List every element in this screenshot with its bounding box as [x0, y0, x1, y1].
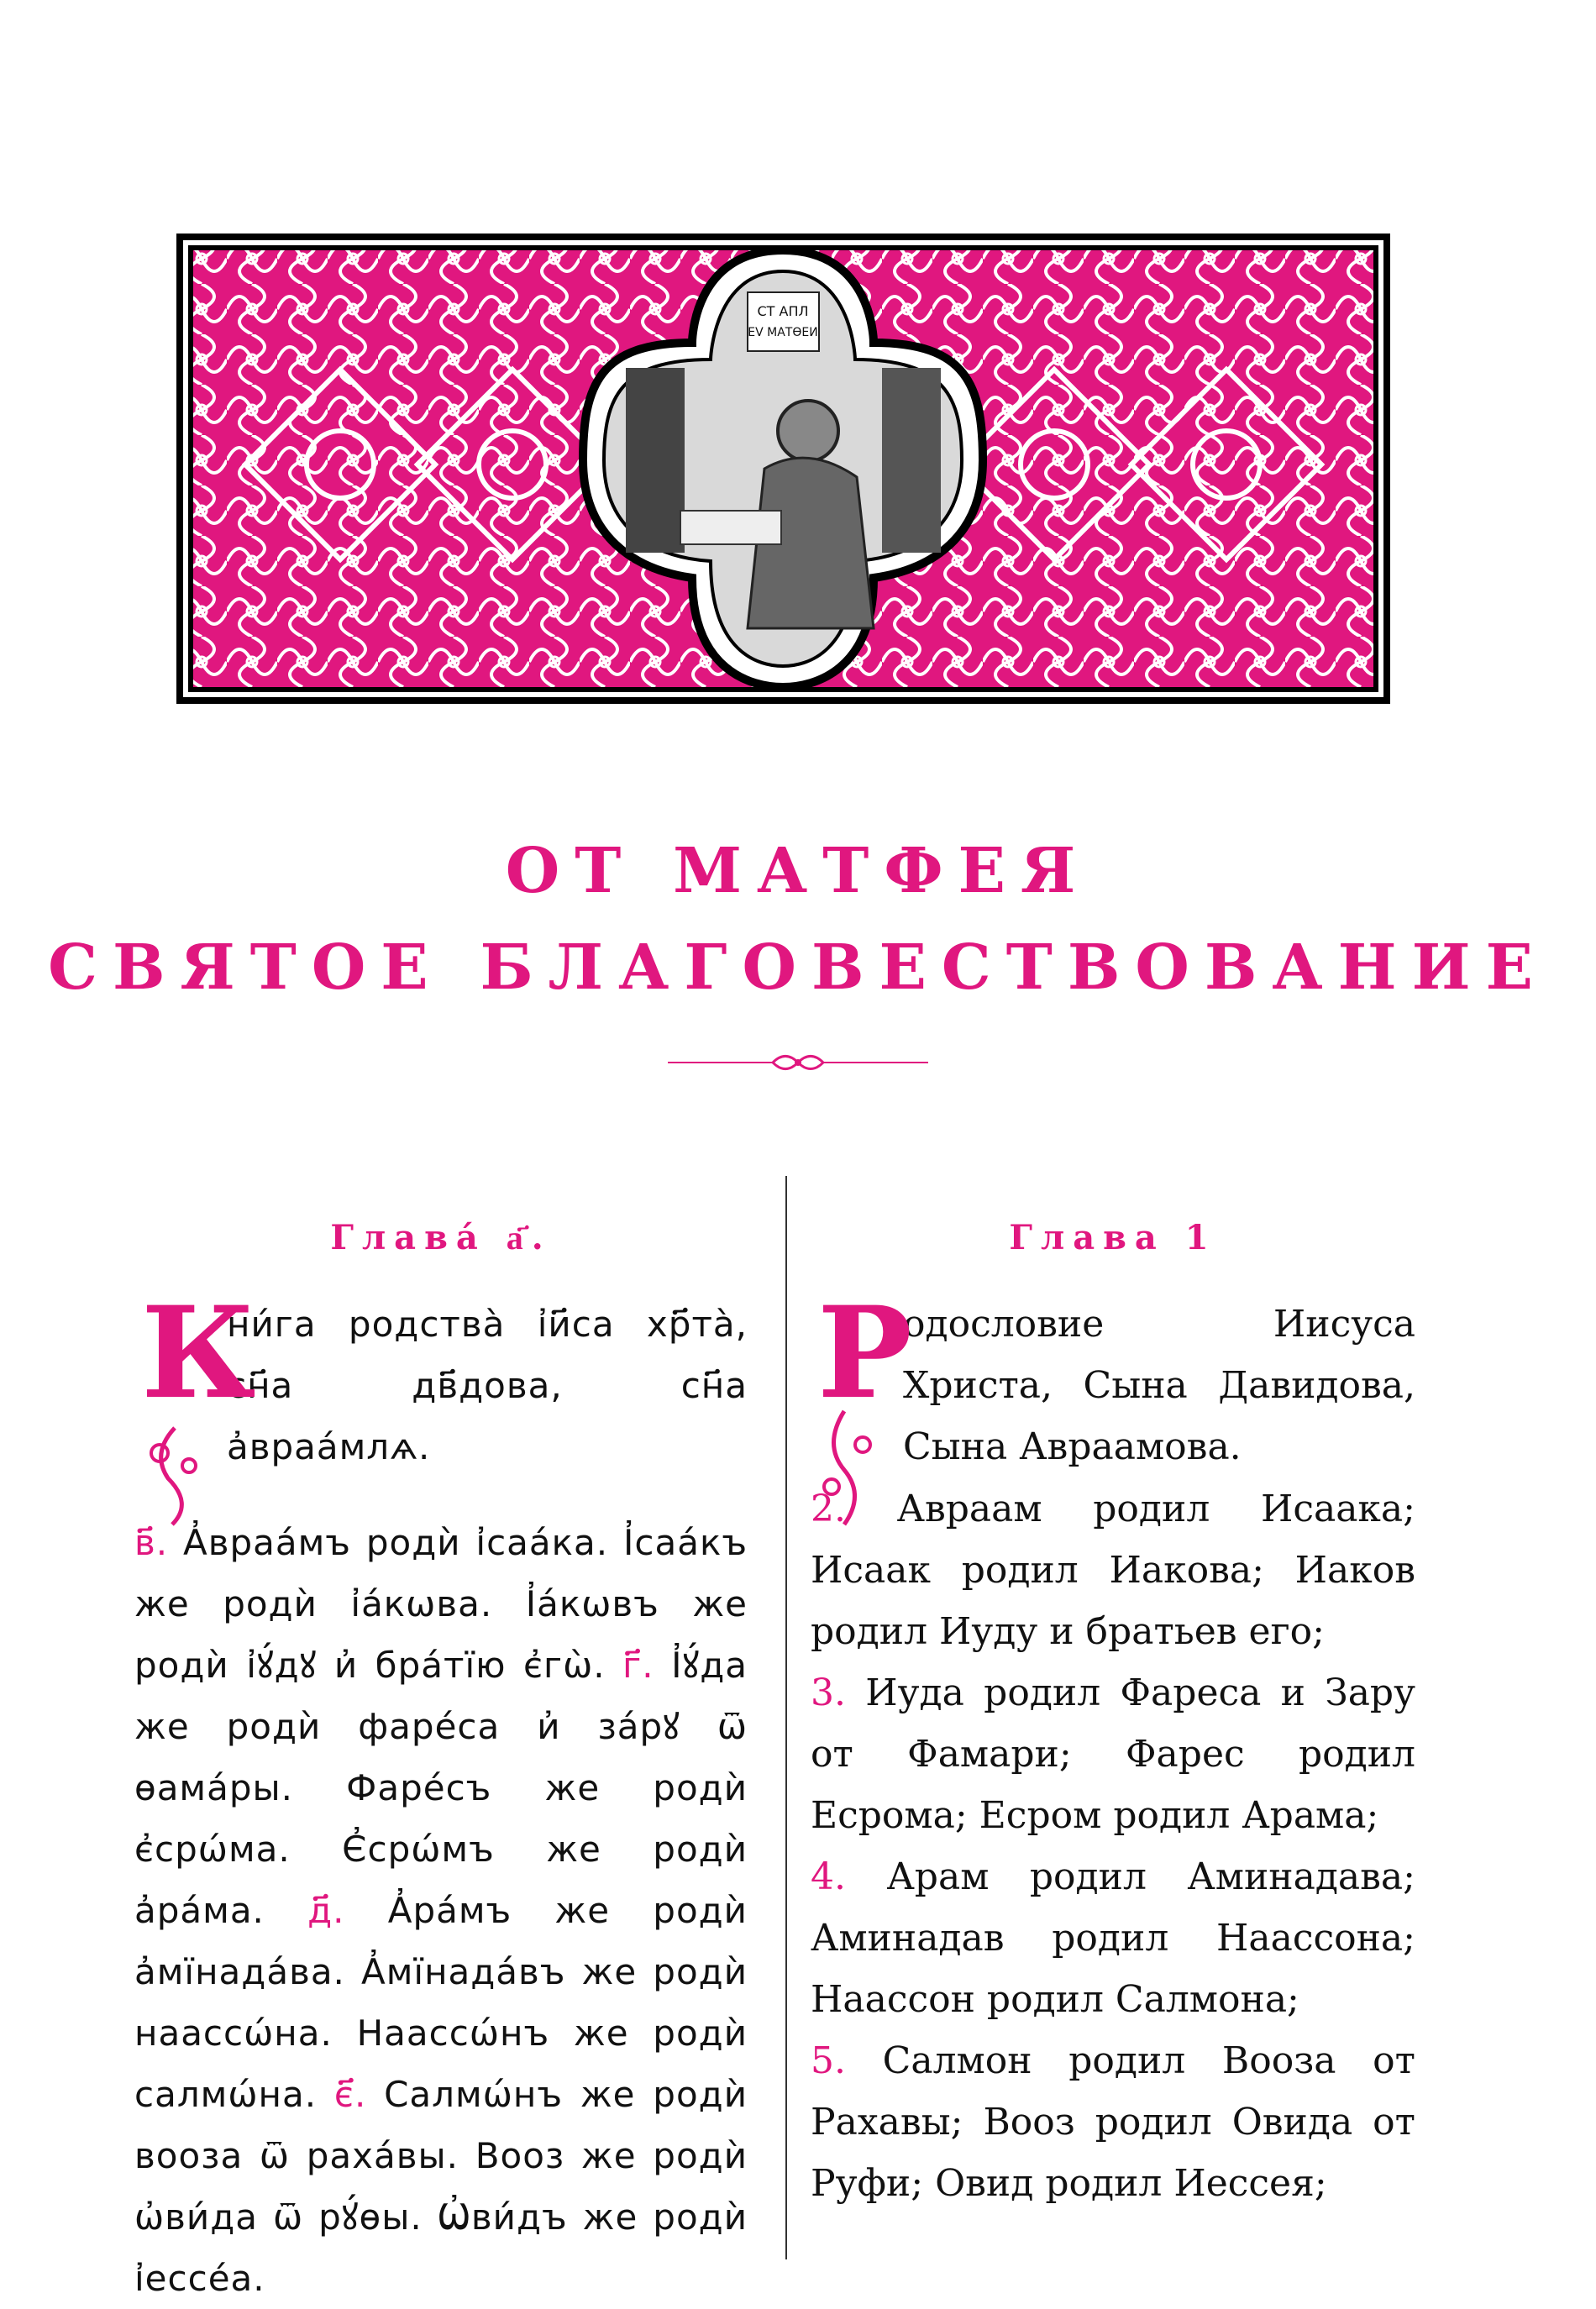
left-verse-num: д҃. — [307, 1890, 345, 1931]
right-column-russian — [811, 1176, 1415, 2214]
icon-inscription-1: СТ АПЛ — [757, 303, 809, 319]
left-verse-num: є҃. — [333, 2074, 367, 2115]
right-verse-text: Арам родил Аминадава; Аминадав родил Наассона; Наассон родил Салмона; — [811, 1855, 1415, 2021]
right-chapter-heading: Глава 1 — [1009, 1218, 1217, 1257]
right-verse-num: 2. — [811, 1488, 846, 1530]
title-line-2: СВЯТОЕ БЛАГОВЕСТВОВАНИЕ — [48, 931, 1548, 1004]
right-verse-1 — [811, 1279, 1415, 1478]
left-verse-text: А҆ра́мъ же родѝ а҆мїнада́ва. А҆мїнада́въ же родѝ наассѡ́на. Наассѡ́нъ же родѝ салмѡ́на. — [134, 1890, 748, 2115]
left-verse-num: в҃. — [134, 1522, 169, 1563]
title-divider-ornament — [668, 1046, 928, 1079]
right-drop-cap-letter: Р — [817, 1279, 912, 1427]
icon-inscription-2: ЕV МАТѲЕИ — [748, 326, 818, 339]
right-verse-text: Авраам родил Исаака; Исаак родил Иакова; Иаков родил Иуду и братьев его; — [811, 1488, 1415, 1653]
right-verse-num: 5. — [811, 2039, 846, 2082]
right-verse-1-text: одословие Иисуса Христа, Сына Давидова, Сына Авраамова. — [903, 1303, 1415, 1468]
header-ornament-banner — [176, 234, 1390, 704]
right-verse-text: Иуда родил Фареса и Зару от Фамари; Фарес родил Есрома; Есром родил Арама; — [811, 1671, 1415, 1837]
right-verses — [811, 1478, 1415, 2214]
left-verse-1-text: ни́га родства̀ і҆и҃са хр҃та̀, сн҃а дв҃дова, сн҃а а҆враа́млѧ. — [227, 1304, 748, 1467]
column-divider — [785, 1176, 787, 2259]
left-verse-num: г҃. — [622, 1645, 654, 1686]
left-column-slavonic — [134, 1176, 748, 2309]
left-chapter-heading: Главá а҃. — [330, 1218, 552, 1257]
right-drop-cap — [811, 1279, 912, 1529]
right-verse-num: 3. — [811, 1671, 846, 1714]
left-drop-cap-letter: К — [141, 1279, 257, 1427]
left-verse-text: А҆враа́мъ родѝ і҆саа́ка. І҆саа́къ же родѝ і҆а́кѡва. І҆а́кѡвъ же родѝ і҆ꙋ́дꙋ и҆ бра́тїю є҆гѡ̀. — [134, 1522, 748, 1686]
left-verse-1 — [134, 1279, 748, 1478]
left-verse-text: Салмѡ́нъ же родѝ вооза ѿ раха́вы. Вооз же родѝ ѡ҆ви́да ѿ рꙋ́ѳы. Ѡ҆ви́дъ же родѝ і҆ессе́а. — [134, 2074, 748, 2299]
right-verse-text: Салмон родил Вооза от Рахавы; Вооз родил Овида от Руфи; Овид родил Иессея; — [811, 2039, 1415, 2205]
ornament-svg — [176, 234, 1390, 704]
title-line-1: ОТ МАТФЕЯ — [505, 835, 1091, 907]
left-drop-cap — [134, 1279, 257, 1529]
right-verse-num: 4. — [811, 1855, 846, 1898]
left-verses — [134, 1512, 748, 2309]
left-verse-text: І҆ꙋ́да же родѝ фаре́са и҆ за́рꙋ ѿ ѳама́ры. Фаре́съ же родѝ є҆срѡ́ма. Є҆срѡ́мъ же родѝ а҆ра́ма. — [134, 1645, 748, 1931]
